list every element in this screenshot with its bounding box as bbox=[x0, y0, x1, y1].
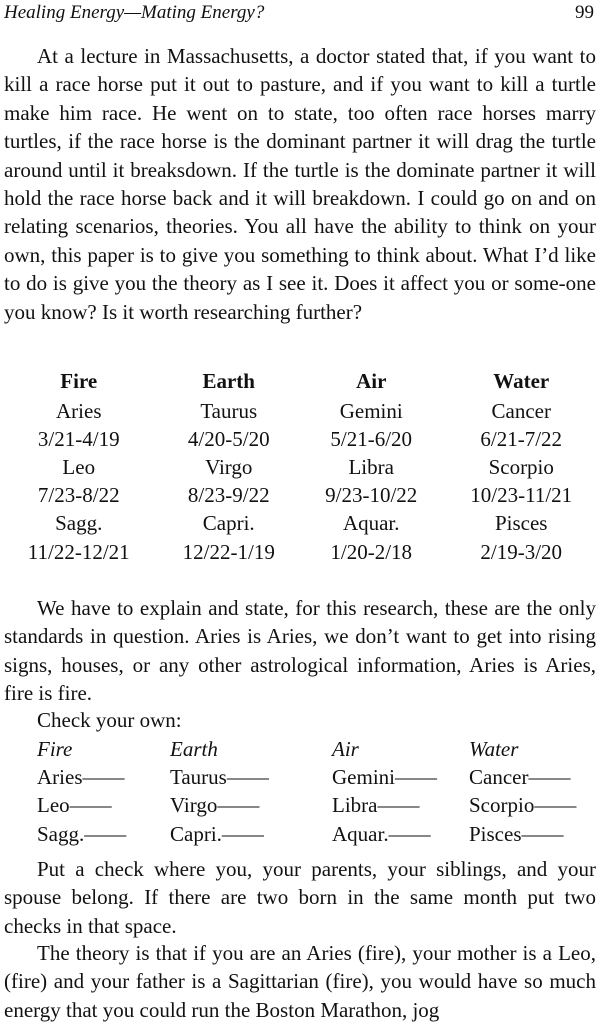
check-blank: Leo—— bbox=[37, 793, 112, 818]
check-row bbox=[0, 792, 600, 821]
check-blank: Aries—— bbox=[37, 764, 125, 789]
check-blank: Gemini—— bbox=[332, 764, 437, 789]
table-cell: Libra bbox=[348, 454, 394, 479]
table-cell: Gemini bbox=[339, 398, 403, 423]
table-cell: 10/23-11/21 bbox=[470, 483, 573, 508]
table-cell: 5/21-6/20 bbox=[330, 426, 413, 451]
table-cell: Virgo bbox=[205, 454, 253, 479]
table-cell: 1/20-2/18 bbox=[330, 539, 413, 564]
table-cell: 6/21-7/22 bbox=[480, 426, 563, 451]
check-blank: Scorpio—— bbox=[469, 793, 577, 818]
table-cell: 2/19-3/20 bbox=[480, 539, 563, 564]
table-cell: 3/21-4/19 bbox=[37, 426, 120, 451]
table-row bbox=[0, 482, 600, 510]
column-header-fire: Fire bbox=[60, 369, 98, 393]
table-cell: Cancer bbox=[491, 398, 551, 423]
column-header-water: Water bbox=[493, 369, 550, 393]
table-cell: 8/23-9/22 bbox=[187, 483, 270, 508]
column-header-air: Air bbox=[356, 369, 387, 393]
table-cell: 9/23-10/22 bbox=[325, 483, 418, 508]
table-cell: Taurus bbox=[200, 398, 258, 423]
table-cell: Capri. bbox=[202, 511, 255, 536]
check-header-row bbox=[0, 735, 600, 763]
table-row bbox=[0, 425, 600, 453]
table-cell: Pisces bbox=[494, 511, 548, 536]
check-header-water: Water bbox=[469, 736, 519, 761]
table-cell: Leo bbox=[62, 454, 96, 479]
table-row bbox=[0, 538, 600, 566]
check-blank: Taurus—— bbox=[170, 764, 269, 789]
table-cell: 11/22-12/21 bbox=[27, 539, 130, 564]
paragraph-theory: The theory is that if you are an Aries (fire), your mother is a Leo, (fire) and your father is a Sagittarian (fire), you would have so much energy that you could run the Boston Marathon, jog bbox=[4, 941, 596, 1022]
table-cell: Aquar. bbox=[342, 511, 400, 536]
table-row bbox=[0, 397, 600, 425]
check-blank: Capri.—— bbox=[170, 821, 264, 846]
table-row bbox=[0, 453, 600, 481]
chapter-title: Healing Energy—Mating Energy? bbox=[4, 2, 265, 23]
paragraph-lecture: At a lecture in Massachusetts, a doctor stated that, if you want to kill a race horse put it out to pasture, and if you want to kill a turtle make him race. He went on to state, too often race horses marry turtles, if the race horse is the dominant partner it will drag the turtle around until it breaksdown. If the turtle is the dominate partner it will hold the race horse back and it will breakdown. I could go on and on relating scenarios, theories. You all have the ability to think on your own, this paper is to give you something to think about. What I’d like to do is give you the theory as I see it. Does it affect you or some-one you know? Is it worth researching further? bbox=[4, 44, 596, 324]
check-blank: Libra—— bbox=[332, 793, 420, 818]
check-row bbox=[0, 820, 600, 849]
table-cell: Aries bbox=[56, 398, 102, 423]
table-row bbox=[0, 510, 600, 538]
table-cell: 7/23-8/22 bbox=[37, 483, 120, 508]
check-blank: Virgo—— bbox=[170, 793, 260, 818]
check-header-earth: Earth bbox=[170, 736, 218, 761]
table-cell: 4/20-5/20 bbox=[187, 426, 270, 451]
page-number: 99 bbox=[575, 2, 594, 23]
check-row bbox=[0, 763, 600, 792]
paragraph-standards: We have to explain and state, for this research, these are the only standards in question. Aries is Aries, we don’t want to get into rising signs, houses, or any other astrological information, Aries is Aries, fire is fire. bbox=[4, 596, 596, 706]
check-blank: Cancer—— bbox=[469, 764, 571, 789]
table-cell: Scorpio bbox=[488, 454, 554, 479]
check-blank: Pisces—— bbox=[469, 821, 564, 846]
table-cell: 12/22-1/19 bbox=[182, 539, 275, 564]
check-your-own-table bbox=[0, 735, 600, 849]
check-header-air: Air bbox=[332, 736, 359, 761]
running-head bbox=[4, 2, 594, 28]
table-cell: Sagg. bbox=[55, 511, 103, 536]
check-header-fire: Fire bbox=[37, 736, 73, 761]
check-your-own-label: Check your own: bbox=[37, 708, 182, 732]
paragraph-instructions: Put a check where you, your parents, your siblings, and your spouse belong. If there are two born in the same month put two checks in that space. bbox=[4, 857, 596, 938]
column-header-earth: Earth bbox=[202, 369, 255, 393]
zodiac-element-table bbox=[0, 366, 600, 566]
table-header-row bbox=[0, 366, 600, 397]
check-blank: Sagg.—— bbox=[37, 821, 127, 846]
check-blank: Aquar.—— bbox=[332, 821, 431, 846]
